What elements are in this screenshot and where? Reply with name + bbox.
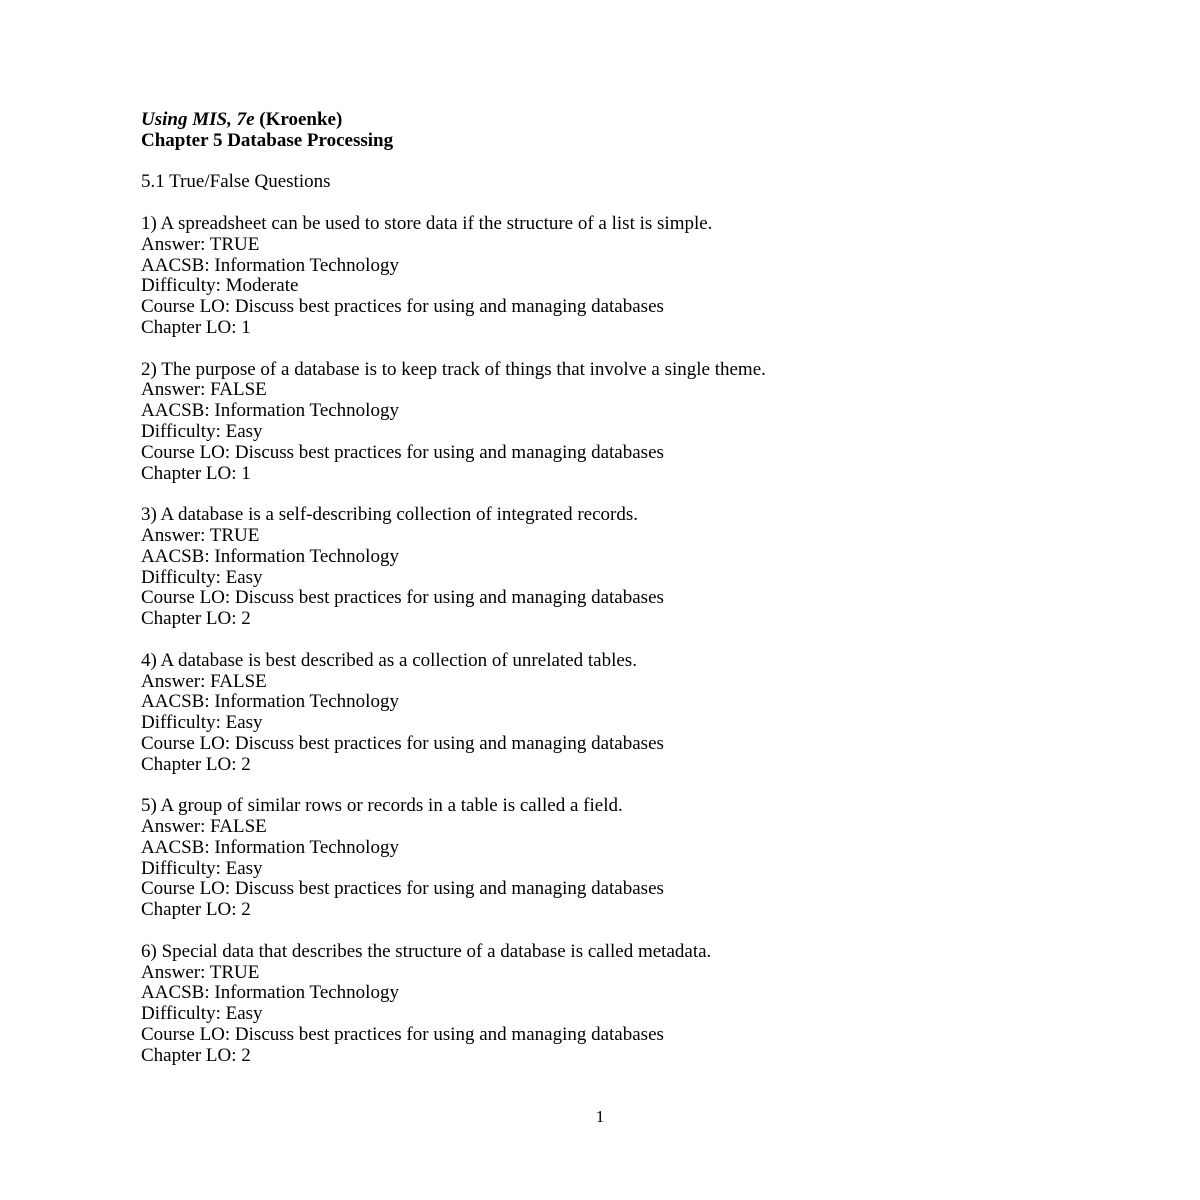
question-answer: Answer: FALSE [141,670,267,692]
question-chapter-lo: Chapter LO: 2 [141,899,251,921]
question-difficulty: Difficulty: Easy [141,712,263,734]
section-heading: 5.1 True/False Questions [141,171,331,193]
question-aacsb: AACSB: Information Technology [141,691,399,713]
question-chapter-lo: Chapter LO: 1 [141,316,251,338]
question-difficulty: Difficulty: Easy [141,857,263,879]
question-block [141,214,1121,339]
question-aacsb: AACSB: Information Technology [141,982,399,1004]
question-chapter-lo: Chapter LO: 2 [141,1044,251,1066]
question-course-lo: Course LO: Discuss best practices for using and managing databases [141,441,664,463]
question-course-lo: Course LO: Discuss best practices for using and managing databases [141,1024,664,1046]
question-aacsb: AACSB: Information Technology [141,400,399,422]
question-answer: Answer: FALSE [141,816,267,838]
question-answer: Answer: TRUE [141,961,260,983]
book-title: Using MIS, 7e [141,109,255,130]
question-course-lo: Course LO: Discuss best practices for using and managing databases [141,296,664,318]
question-answer: Answer: TRUE [141,524,260,546]
question-aacsb: AACSB: Information Technology [141,545,399,567]
question-block [141,942,1121,1067]
question-answer: Answer: FALSE [141,379,267,401]
question-course-lo: Course LO: Discuss best practices for using and managing databases [141,878,664,900]
question-text: 4) A database is best described as a collection of unrelated tables. [141,649,637,671]
question-course-lo: Course LO: Discuss best practices for using and managing databases [141,587,664,609]
question-chapter-lo: Chapter LO: 1 [141,462,251,484]
question-text: 6) Special data that describes the structure of a database is called metadata. [141,940,712,962]
question-chapter-lo: Chapter LO: 2 [141,608,251,630]
question-block [141,505,1121,630]
question-course-lo: Course LO: Discuss best practices for using and managing databases [141,732,664,754]
book-title-line [141,110,1121,131]
question-answer: Answer: TRUE [141,233,260,255]
question-aacsb: AACSB: Information Technology [141,836,399,858]
question-block [141,360,1121,485]
question-block [141,651,1121,776]
question-block [141,796,1121,921]
question-difficulty: Difficulty: Easy [141,1003,263,1025]
question-text: 1) A spreadsheet can be used to store data if the structure of a list is simple. [141,212,713,234]
question-text: 2) The purpose of a database is to keep track of things that involve a single theme. [141,358,766,380]
question-difficulty: Difficulty: Moderate [141,275,299,297]
question-chapter-lo: Chapter LO: 2 [141,753,251,775]
question-text: 3) A database is a self-describing collection of integrated records. [141,504,638,526]
chapter-title: Chapter 5 Database Processing [141,129,394,151]
question-text: 5) A group of similar rows or records in a table is called a field. [141,795,623,817]
book-author: (Kroenke) [259,109,343,130]
question-aacsb: AACSB: Information Technology [141,254,399,276]
question-difficulty: Difficulty: Easy [141,566,263,588]
page-content [141,110,1121,1067]
question-difficulty: Difficulty: Easy [141,420,263,442]
page-number: 1 [595,1107,605,1126]
